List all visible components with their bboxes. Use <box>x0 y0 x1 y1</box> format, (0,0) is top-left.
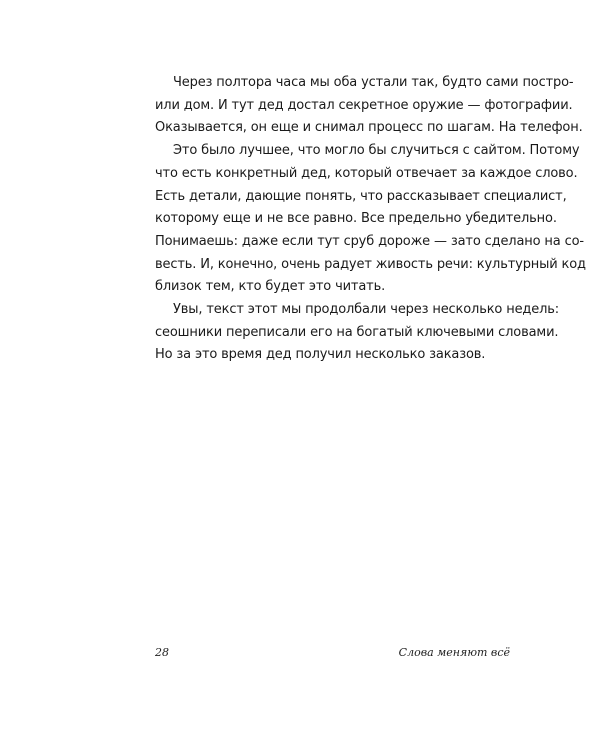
text-line: Увы, текст этот мы продолбали через несколько недель: <box>173 302 560 318</box>
text-line: или дом. И тут дед достал секретное оружие — фотографии. <box>155 97 573 113</box>
text-line: Оказывается, он еще и снимал процесс по шагам. На телефон. <box>155 120 583 136</box>
text-line: весть. И, конечно, очень радует живость речи: культурный код <box>155 256 586 272</box>
body-text <box>155 72 586 367</box>
page-number: 28 <box>155 646 169 659</box>
text-line: сеошники переписали его на богатый ключевыми словами. <box>155 324 559 340</box>
text-line: Есть детали, дающие понять, что рассказывает специалист, <box>155 188 567 204</box>
page-footer <box>155 646 510 662</box>
text-line: близок тем, кто будет это читать. <box>155 279 386 295</box>
text-line: что есть конкретный дед, который отвечает за каждое слово. <box>155 165 578 181</box>
text-line: Но за это время дед получил несколько заказов. <box>155 347 486 363</box>
text-line: которому еще и не все равно. Все предельно убедительно. <box>155 211 557 227</box>
running-title: Слова меняют всё <box>398 646 510 659</box>
text-line: Понимаешь: даже если тут сруб дороже — зато сделано на со- <box>155 233 584 249</box>
text-line: Через полтора часа мы оба устали так, будто сами постро- <box>173 75 574 90</box>
text-line: Это было лучшее, что могло бы случиться с сайтом. Потому <box>173 143 580 159</box>
